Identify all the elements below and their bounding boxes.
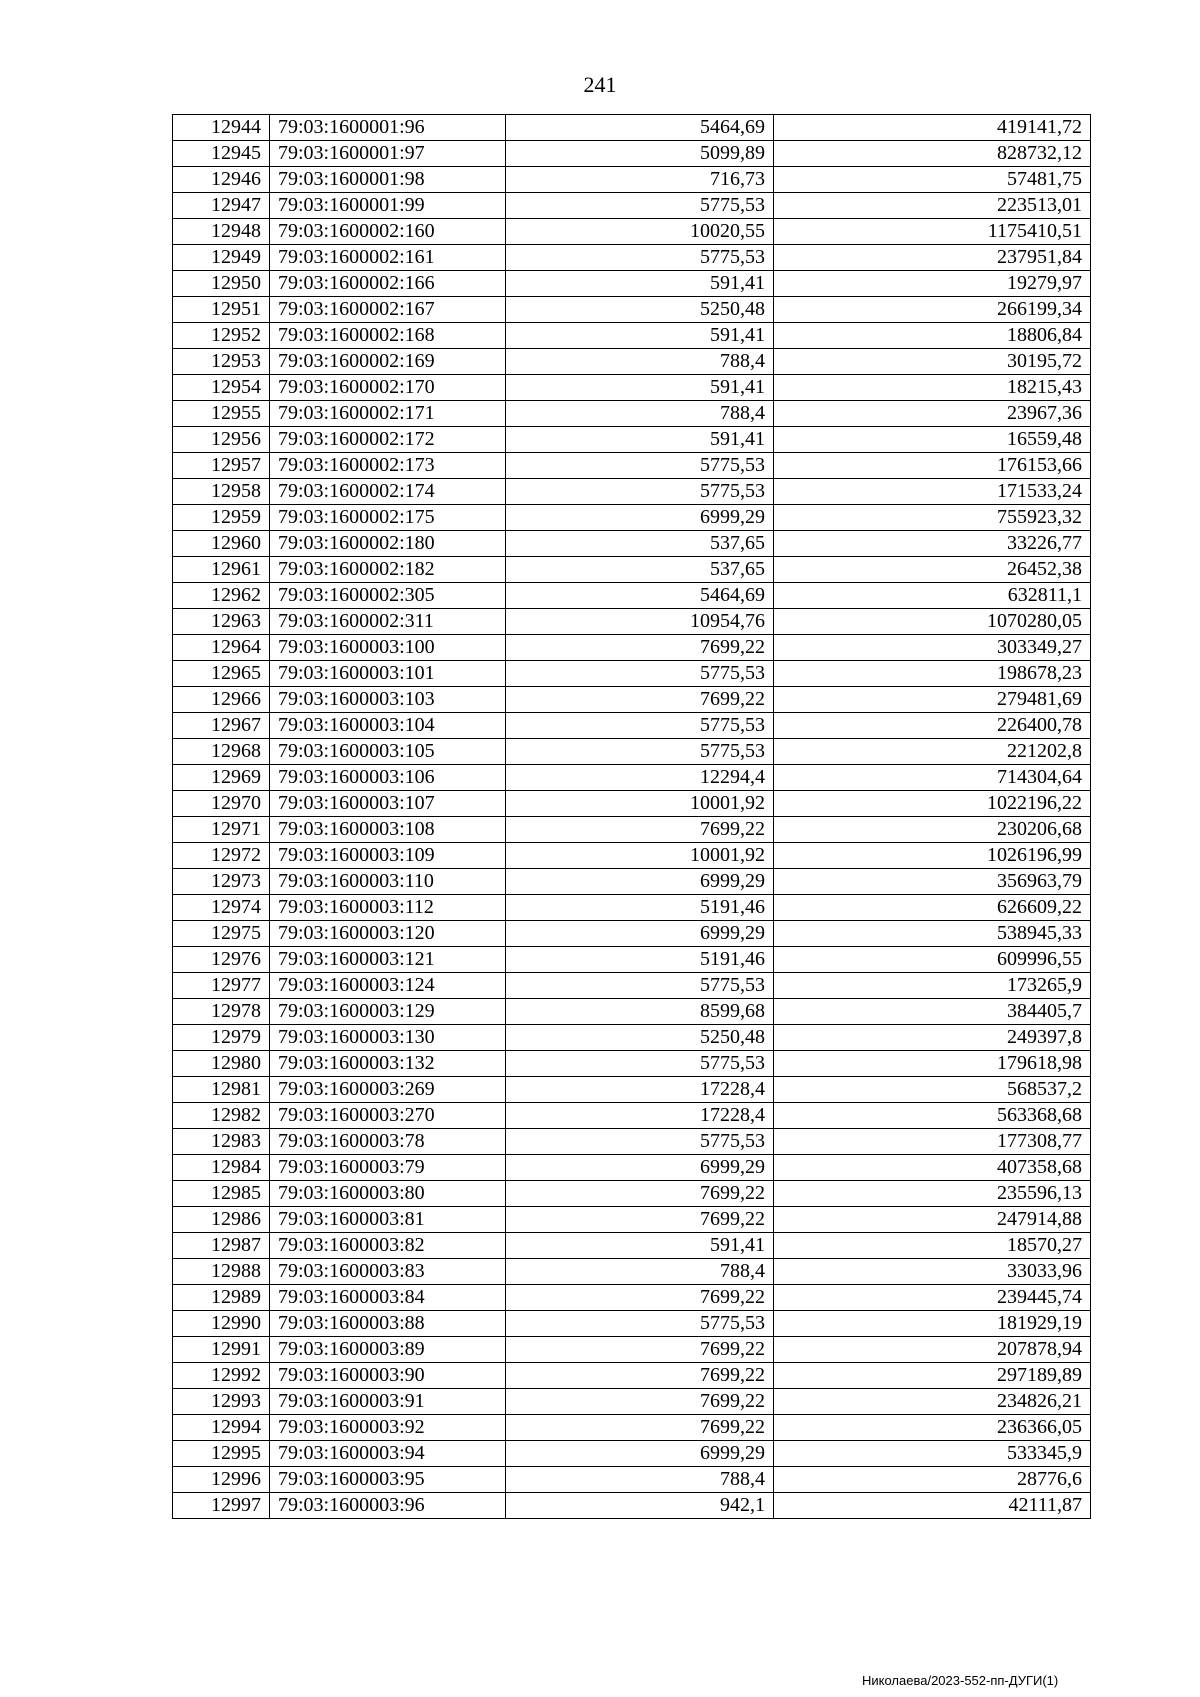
row-number-cell: 12960	[173, 531, 270, 557]
table-row	[173, 193, 1091, 219]
cadastral-number-cell: 79:03:1600003:112	[270, 895, 506, 921]
value-cell: 23967,36	[774, 401, 1091, 427]
table-row	[173, 583, 1091, 609]
cadastral-number-cell: 79:03:1600003:100	[270, 635, 506, 661]
area-cell: 591,41	[506, 375, 774, 401]
row-number-cell: 12949	[173, 245, 270, 271]
row-number-cell: 12988	[173, 1259, 270, 1285]
value-cell: 828732,12	[774, 141, 1091, 167]
area-cell: 5775,53	[506, 973, 774, 999]
table-row	[173, 427, 1091, 453]
value-cell: 563368,68	[774, 1103, 1091, 1129]
cadastral-number-cell: 79:03:1600002:305	[270, 583, 506, 609]
row-number-cell: 12990	[173, 1311, 270, 1337]
area-cell: 788,4	[506, 401, 774, 427]
table-row	[173, 609, 1091, 635]
table-row	[173, 1441, 1091, 1467]
area-cell: 591,41	[506, 1233, 774, 1259]
cadastral-number-cell: 79:03:1600003:96	[270, 1493, 506, 1519]
table-row	[173, 739, 1091, 765]
cadastral-number-cell: 79:03:1600002:174	[270, 479, 506, 505]
document-footer: Николаева/2023-552-пп-ДУГИ(1)	[862, 1673, 1059, 1688]
value-cell: 26452,38	[774, 557, 1091, 583]
table-row	[173, 557, 1091, 583]
cadastral-number-cell: 79:03:1600003:79	[270, 1155, 506, 1181]
table-row	[173, 1311, 1091, 1337]
value-cell: 1175410,51	[774, 219, 1091, 245]
cadastral-number-cell: 79:03:1600003:270	[270, 1103, 506, 1129]
value-cell: 632811,1	[774, 583, 1091, 609]
area-cell: 591,41	[506, 271, 774, 297]
row-number-cell: 12991	[173, 1337, 270, 1363]
area-cell: 10020,55	[506, 219, 774, 245]
table-row	[173, 817, 1091, 843]
cadastral-number-cell: 79:03:1600003:105	[270, 739, 506, 765]
area-cell: 5775,53	[506, 739, 774, 765]
cadastral-number-cell: 79:03:1600001:99	[270, 193, 506, 219]
cadastral-number-cell: 79:03:1600003:130	[270, 1025, 506, 1051]
table-row	[173, 349, 1091, 375]
table-row	[173, 1207, 1091, 1233]
cadastral-number-cell: 79:03:1600003:120	[270, 921, 506, 947]
table-row	[173, 505, 1091, 531]
value-cell: 234826,21	[774, 1389, 1091, 1415]
row-number-cell: 12956	[173, 427, 270, 453]
table-row	[173, 1025, 1091, 1051]
value-cell: 626609,22	[774, 895, 1091, 921]
value-cell: 247914,88	[774, 1207, 1091, 1233]
area-cell: 5775,53	[506, 1051, 774, 1077]
value-cell: 230206,68	[774, 817, 1091, 843]
row-number-cell: 12969	[173, 765, 270, 791]
value-cell: 755923,32	[774, 505, 1091, 531]
cadastral-number-cell: 79:03:1600002:160	[270, 219, 506, 245]
row-number-cell: 12981	[173, 1077, 270, 1103]
table-row	[173, 479, 1091, 505]
cadastral-number-cell: 79:03:1600003:107	[270, 791, 506, 817]
value-cell: 249397,8	[774, 1025, 1091, 1051]
value-cell: 198678,23	[774, 661, 1091, 687]
table-row	[173, 1389, 1091, 1415]
value-cell: 207878,94	[774, 1337, 1091, 1363]
row-number-cell: 12977	[173, 973, 270, 999]
table-row	[173, 1233, 1091, 1259]
cadastral-number-cell: 79:03:1600003:94	[270, 1441, 506, 1467]
cadastral-number-cell: 79:03:1600003:90	[270, 1363, 506, 1389]
value-cell: 1022196,22	[774, 791, 1091, 817]
row-number-cell: 12964	[173, 635, 270, 661]
value-cell: 176153,66	[774, 453, 1091, 479]
table-row	[173, 1103, 1091, 1129]
value-cell: 173265,9	[774, 973, 1091, 999]
cadastral-number-cell: 79:03:1600003:95	[270, 1467, 506, 1493]
value-cell: 235596,13	[774, 1181, 1091, 1207]
area-cell: 5775,53	[506, 479, 774, 505]
table-row	[173, 453, 1091, 479]
area-cell: 5775,53	[506, 1129, 774, 1155]
table-row	[173, 1493, 1091, 1519]
row-number-cell: 12987	[173, 1233, 270, 1259]
area-cell: 788,4	[506, 1259, 774, 1285]
row-number-cell: 12974	[173, 895, 270, 921]
row-number-cell: 12965	[173, 661, 270, 687]
cadastral-number-cell: 79:03:1600002:166	[270, 271, 506, 297]
area-cell: 537,65	[506, 557, 774, 583]
area-cell: 5191,46	[506, 947, 774, 973]
row-number-cell: 12961	[173, 557, 270, 583]
cadastral-number-cell: 79:03:1600003:121	[270, 947, 506, 973]
area-cell: 5775,53	[506, 1311, 774, 1337]
area-cell: 5099,89	[506, 141, 774, 167]
value-cell: 171533,24	[774, 479, 1091, 505]
value-cell: 33033,96	[774, 1259, 1091, 1285]
cadastral-number-cell: 79:03:1600002:169	[270, 349, 506, 375]
cadastral-number-cell: 79:03:1600003:84	[270, 1285, 506, 1311]
row-number-cell: 12985	[173, 1181, 270, 1207]
row-number-cell: 12946	[173, 167, 270, 193]
row-number-cell: 12952	[173, 323, 270, 349]
row-number-cell: 12951	[173, 297, 270, 323]
area-cell: 6999,29	[506, 1155, 774, 1181]
area-cell: 12294,4	[506, 765, 774, 791]
cadastral-number-cell: 79:03:1600002:170	[270, 375, 506, 401]
row-number-cell: 12979	[173, 1025, 270, 1051]
cadastral-number-cell: 79:03:1600003:78	[270, 1129, 506, 1155]
value-cell: 407358,68	[774, 1155, 1091, 1181]
cadastral-number-cell: 79:03:1600003:104	[270, 713, 506, 739]
table-row	[173, 245, 1091, 271]
row-number-cell: 12958	[173, 479, 270, 505]
value-cell: 179618,98	[774, 1051, 1091, 1077]
cadastral-number-cell: 79:03:1600003:124	[270, 973, 506, 999]
table-row	[173, 1129, 1091, 1155]
row-number-cell: 12984	[173, 1155, 270, 1181]
area-cell: 6999,29	[506, 505, 774, 531]
value-cell: 221202,8	[774, 739, 1091, 765]
table-row	[173, 1259, 1091, 1285]
cadastral-number-cell: 79:03:1600002:311	[270, 609, 506, 635]
value-cell: 714304,64	[774, 765, 1091, 791]
table-row	[173, 375, 1091, 401]
value-cell: 181929,19	[774, 1311, 1091, 1337]
row-number-cell: 12948	[173, 219, 270, 245]
table-row	[173, 1337, 1091, 1363]
table-row	[173, 1285, 1091, 1311]
cadastral-number-cell: 79:03:1600002:180	[270, 531, 506, 557]
cadastral-number-cell: 79:03:1600001:96	[270, 115, 506, 141]
area-cell: 6999,29	[506, 921, 774, 947]
value-cell: 19279,97	[774, 271, 1091, 297]
area-cell: 5775,53	[506, 661, 774, 687]
row-number-cell: 12970	[173, 791, 270, 817]
cadastral-number-cell: 79:03:1600003:83	[270, 1259, 506, 1285]
cadastral-number-cell: 79:03:1600003:132	[270, 1051, 506, 1077]
area-cell: 7699,22	[506, 1415, 774, 1441]
area-cell: 10954,76	[506, 609, 774, 635]
value-cell: 303349,27	[774, 635, 1091, 661]
value-cell: 223513,01	[774, 193, 1091, 219]
value-cell: 57481,75	[774, 167, 1091, 193]
row-number-cell: 12955	[173, 401, 270, 427]
cadastral-number-cell: 79:03:1600002:182	[270, 557, 506, 583]
row-number-cell: 12992	[173, 1363, 270, 1389]
table-row	[173, 843, 1091, 869]
value-cell: 356963,79	[774, 869, 1091, 895]
table-row	[173, 297, 1091, 323]
area-cell: 7699,22	[506, 1389, 774, 1415]
value-cell: 609996,55	[774, 947, 1091, 973]
row-number-cell: 12982	[173, 1103, 270, 1129]
area-cell: 537,65	[506, 531, 774, 557]
table-row	[173, 895, 1091, 921]
area-cell: 7699,22	[506, 1207, 774, 1233]
table-row	[173, 323, 1091, 349]
cadastral-number-cell: 79:03:1600003:81	[270, 1207, 506, 1233]
cadastral-number-cell: 79:03:1600003:92	[270, 1415, 506, 1441]
cadastral-table	[172, 114, 1091, 1519]
row-number-cell: 12986	[173, 1207, 270, 1233]
cadastral-number-cell: 79:03:1600002:161	[270, 245, 506, 271]
table-row	[173, 999, 1091, 1025]
row-number-cell: 12966	[173, 687, 270, 713]
row-number-cell: 12945	[173, 141, 270, 167]
area-cell: 8599,68	[506, 999, 774, 1025]
table-row	[173, 791, 1091, 817]
row-number-cell: 12973	[173, 869, 270, 895]
table-row	[173, 765, 1091, 791]
row-number-cell: 12957	[173, 453, 270, 479]
area-cell: 5464,69	[506, 583, 774, 609]
table-row	[173, 973, 1091, 999]
table-row	[173, 401, 1091, 427]
value-cell: 18215,43	[774, 375, 1091, 401]
area-cell: 5775,53	[506, 193, 774, 219]
cadastral-number-cell: 79:03:1600003:108	[270, 817, 506, 843]
table-row	[173, 271, 1091, 297]
value-cell: 177308,77	[774, 1129, 1091, 1155]
cadastral-number-cell: 79:03:1600003:103	[270, 687, 506, 713]
value-cell: 533345,9	[774, 1441, 1091, 1467]
value-cell: 18570,27	[774, 1233, 1091, 1259]
cadastral-number-cell: 79:03:1600003:106	[270, 765, 506, 791]
cadastral-number-cell: 79:03:1600003:89	[270, 1337, 506, 1363]
table-row	[173, 921, 1091, 947]
area-cell: 5775,53	[506, 713, 774, 739]
table-row	[173, 1181, 1091, 1207]
value-cell: 42111,87	[774, 1493, 1091, 1519]
value-cell: 538945,33	[774, 921, 1091, 947]
table-row	[173, 947, 1091, 973]
table-row	[173, 219, 1091, 245]
area-cell: 5250,48	[506, 297, 774, 323]
area-cell: 591,41	[506, 323, 774, 349]
row-number-cell: 12968	[173, 739, 270, 765]
row-number-cell: 12963	[173, 609, 270, 635]
row-number-cell: 12959	[173, 505, 270, 531]
table-row	[173, 1415, 1091, 1441]
cadastral-number-cell: 79:03:1600003:269	[270, 1077, 506, 1103]
table-row	[173, 661, 1091, 687]
row-number-cell: 12953	[173, 349, 270, 375]
area-cell: 788,4	[506, 1467, 774, 1493]
table-row	[173, 115, 1091, 141]
value-cell: 226400,78	[774, 713, 1091, 739]
table-row	[173, 1077, 1091, 1103]
cadastral-number-cell: 79:03:1600002:173	[270, 453, 506, 479]
area-cell: 10001,92	[506, 791, 774, 817]
row-number-cell: 12983	[173, 1129, 270, 1155]
area-cell: 5775,53	[506, 453, 774, 479]
area-cell: 7699,22	[506, 817, 774, 843]
area-cell: 6999,29	[506, 869, 774, 895]
area-cell: 7699,22	[506, 1285, 774, 1311]
value-cell: 28776,6	[774, 1467, 1091, 1493]
value-cell: 297189,89	[774, 1363, 1091, 1389]
table-row	[173, 167, 1091, 193]
value-cell: 279481,69	[774, 687, 1091, 713]
area-cell: 7699,22	[506, 1363, 774, 1389]
row-number-cell: 12947	[173, 193, 270, 219]
row-number-cell: 12995	[173, 1441, 270, 1467]
row-number-cell: 12976	[173, 947, 270, 973]
value-cell: 266199,34	[774, 297, 1091, 323]
area-cell: 17228,4	[506, 1077, 774, 1103]
row-number-cell: 12954	[173, 375, 270, 401]
cadastral-number-cell: 79:03:1600003:129	[270, 999, 506, 1025]
cadastral-number-cell: 79:03:1600002:175	[270, 505, 506, 531]
row-number-cell: 12944	[173, 115, 270, 141]
table-row	[173, 713, 1091, 739]
table-body	[173, 115, 1091, 1519]
area-cell: 7699,22	[506, 687, 774, 713]
row-number-cell: 12980	[173, 1051, 270, 1077]
value-cell: 18806,84	[774, 323, 1091, 349]
row-number-cell: 12993	[173, 1389, 270, 1415]
table-row	[173, 1155, 1091, 1181]
area-cell: 6999,29	[506, 1441, 774, 1467]
area-cell: 7699,22	[506, 1337, 774, 1363]
cadastral-number-cell: 79:03:1600002:168	[270, 323, 506, 349]
row-number-cell: 12950	[173, 271, 270, 297]
cadastral-number-cell: 79:03:1600001:97	[270, 141, 506, 167]
value-cell: 30195,72	[774, 349, 1091, 375]
cadastral-number-cell: 79:03:1600003:91	[270, 1389, 506, 1415]
row-number-cell: 12994	[173, 1415, 270, 1441]
area-cell: 716,73	[506, 167, 774, 193]
row-number-cell: 12989	[173, 1285, 270, 1311]
value-cell: 239445,74	[774, 1285, 1091, 1311]
value-cell: 419141,72	[774, 115, 1091, 141]
value-cell: 568537,2	[774, 1077, 1091, 1103]
cadastral-number-cell: 79:03:1600002:167	[270, 297, 506, 323]
cadastral-number-cell: 79:03:1600001:98	[270, 167, 506, 193]
table-row	[173, 1051, 1091, 1077]
value-cell: 1026196,99	[774, 843, 1091, 869]
area-cell: 788,4	[506, 349, 774, 375]
table-row	[173, 635, 1091, 661]
row-number-cell: 12972	[173, 843, 270, 869]
cadastral-number-cell: 79:03:1600002:172	[270, 427, 506, 453]
value-cell: 16559,48	[774, 427, 1091, 453]
row-number-cell: 12962	[173, 583, 270, 609]
row-number-cell: 12967	[173, 713, 270, 739]
row-number-cell: 12971	[173, 817, 270, 843]
page-number: 241	[583, 72, 617, 97]
cadastral-number-cell: 79:03:1600003:80	[270, 1181, 506, 1207]
table-row	[173, 869, 1091, 895]
value-cell: 237951,84	[774, 245, 1091, 271]
area-cell: 942,1	[506, 1493, 774, 1519]
row-number-cell: 12975	[173, 921, 270, 947]
value-cell: 1070280,05	[774, 609, 1091, 635]
area-cell: 17228,4	[506, 1103, 774, 1129]
table-row	[173, 141, 1091, 167]
cadastral-number-cell: 79:03:1600003:110	[270, 869, 506, 895]
area-cell: 5191,46	[506, 895, 774, 921]
value-cell: 236366,05	[774, 1415, 1091, 1441]
value-cell: 384405,7	[774, 999, 1091, 1025]
cadastral-number-cell: 79:03:1600003:109	[270, 843, 506, 869]
value-cell: 33226,77	[774, 531, 1091, 557]
cadastral-number-cell: 79:03:1600003:88	[270, 1311, 506, 1337]
area-cell: 5775,53	[506, 245, 774, 271]
row-number-cell: 12997	[173, 1493, 270, 1519]
table-row	[173, 531, 1091, 557]
cadastral-number-cell: 79:03:1600003:101	[270, 661, 506, 687]
area-cell: 5464,69	[506, 115, 774, 141]
row-number-cell: 12996	[173, 1467, 270, 1493]
area-cell: 5250,48	[506, 1025, 774, 1051]
area-cell: 7699,22	[506, 1181, 774, 1207]
area-cell: 7699,22	[506, 635, 774, 661]
area-cell: 10001,92	[506, 843, 774, 869]
table-row	[173, 687, 1091, 713]
cadastral-number-cell: 79:03:1600003:82	[270, 1233, 506, 1259]
row-number-cell: 12978	[173, 999, 270, 1025]
table-row	[173, 1363, 1091, 1389]
area-cell: 591,41	[506, 427, 774, 453]
table-row	[173, 1467, 1091, 1493]
cadastral-number-cell: 79:03:1600002:171	[270, 401, 506, 427]
